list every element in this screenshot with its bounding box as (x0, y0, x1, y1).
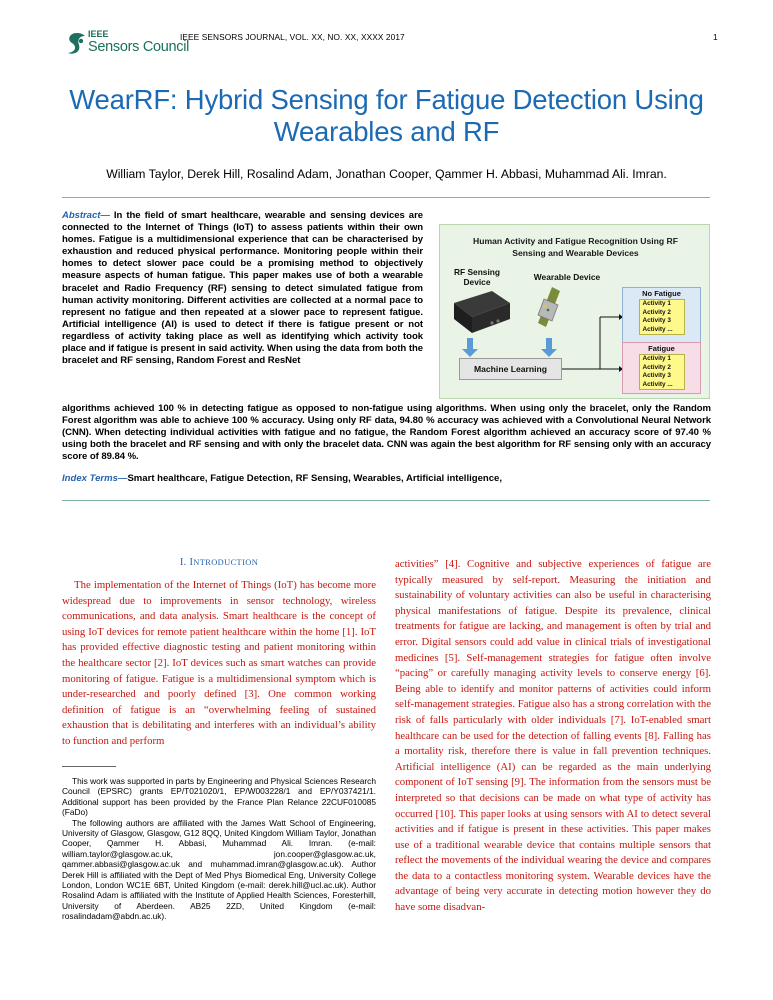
index-terms-label: Index Terms (62, 473, 118, 484)
list-item: Activity 3 (642, 317, 671, 325)
list-item: Activity 2 (642, 363, 671, 371)
journal-running-head: IEEE SENSORS JOURNAL, VOL. XX, NO. XX, XXXX 2017 (180, 32, 405, 42)
footnote-funding: This work was supported in parts by Engineering and Physical Sciences Research Council (EPSRC) grants EP/T021020/1, EP/W003228/1 and EP/Y037421/1. Additional support has been provided by the France Plan Relance 22CUF010085 (FaDo) (62, 776, 376, 818)
rf-sensing-label: RF Sensing Device (453, 267, 501, 287)
no-fatigue-class-box (622, 287, 701, 347)
arrows-to-machine-learning (462, 338, 557, 357)
intro-left-column: The implementation of the Internet of Things (IoT) has become more widespread due to improvements in sensor technology, wireless communications, and data analysis. Smart healthcare is the concept of using IoT devices for remote patient healthcare within the home [1]. IoT has provided effective diagnostic testing and patient monitoring within the healthcare sector [2]. IoT devices such as smart watches can provide monitoring of fatigue. Fatigue is a multidimensional symptom which is under-researched and poorly defined [3]. One common working definition of fatigue is an “overwhelming feeling of sustained exhaustion that is debilitating and interferes with an individual’s ability to function and perform (62, 579, 376, 747)
fatigue-class-box (622, 342, 701, 394)
footnote-rule (62, 766, 116, 767)
wearable-bracelet-icon (538, 287, 560, 327)
footnote-affiliations: The following authors are affiliated with the James Watt School of Engineering, University of Glasgow, Glasgow, G12 8QQ, United Kingdom William Taylor, Jonathan Cooper, Qammer H. Abbasi, Muhammad Ali. Imran. (e-mail: william.taylor@glasgow.ac.uk, jon.cooper@glasgow.ac.uk, qammer.abbasi@glasgow.ac.uk and muhammad.imran@glasgow.ac.uk). Author Derek Hill is affiliated with the Dept of Med Phys Biomedical Eng, University College London, London WC1E 6BT, United Kingdom (e-mail: derek.hill@ucl.ac.uk). Author Rosalind Adam is affiliated with the Institute of Applied Health Sciences, Foresterhill, University of Aberdeen. AB25 2ZD, United Kingdom (e-mail: rosalindadam@abdn.ac.uk). (62, 817, 376, 922)
graphical-abstract-figure (439, 224, 710, 399)
list-item: Activity 1 (642, 300, 671, 307)
figure-title: Human Activity and Fatigue Recognition Using RF Sensing and Wearable Devices (473, 236, 678, 258)
page-number: 1 (713, 32, 718, 42)
list-item: Activity 3 (642, 372, 671, 380)
wearable-device-label: Wearable Device (533, 272, 601, 282)
section-heading-introduction: I. INTRODUCTION (179, 557, 259, 568)
intro-right-column: activities” [4]. Cognitive and subjective experiences of fatigue are typically measured by self-report. Measuring the initiation and sustainability of voluntary activities can also be useful in characterising physical manifestations of fatigue. Despite its prevalence, clinical treatments for fatigue are lacking, and management is often by trial and error. Digital sensors could add value in clinical trials of investigational medicines [5]. Self-management strategies for fatigue often involve “pacing” or carefully managing activity levels to conserve energy [6]. Being able to identify and monitor patterns of activities could inform self-management strategies. Fatigue also has a strong correlation with the risk of falls particularly with older individuals [7]. IoT-enabled smart healthcare can be used for the detection of falling events [8]. Falling has a mortality risk, therefore there is value in fall prevention techniques. Artificial intelligence (AI) can be regarded as the main underlying component of IoT sensing [9]. The information from the sensors must be interpreted so that decisions can be made on what type of activity has occurred [10]. This paper looks at using sensors with AI to detect several activities and if fatigue is present in these activities. This paper makes use of a traditional wearable device that contains multiple sensors that reflect the movements of the individual wearing the device and compares the data to a contactless monitoring system. Wearable devices have the advantage of being very accurate in detecting motion however they do have some disadvan- (395, 558, 711, 914)
index-terms-text: Smart healthcare, Fatigue Detection, RF Sensing, Wearables, Artificial intelligence, (127, 473, 502, 484)
list-item: Activity 2 (642, 308, 671, 316)
fatigue-activity-list (639, 354, 685, 390)
fatigue-heading: Fatigue (648, 344, 675, 353)
index-terms: Index Terms—Smart healthcare, Fatigue Detection, RF Sensing, Wearables, Artificial intelligence, (62, 473, 502, 484)
classification-arrows (562, 317, 619, 369)
sensors-council-swirl-icon (64, 30, 86, 56)
abstract-text-upper: Abstract— In the field of smart healthcare, wearable and sensing devices are connected to the Internet of Things (IoT) to assess patients within their own homes. Fatigue is a multidimensional experience that can be characterised by exhaustion and reduced physical performance. Monitoring people within their homes to detect slower pace could be a promising method to objectively measure aspects of human fatigue. This paper makes use of both a wearable bracelet and Radio Frequency (RF) sensing to detect simulated fatigue from human activity monitoring. Different activities are collected at a normal pace to represent no fatigue and then repeated at a slower pace to represent fatigue. Artificial intelligence (AI) is used to detect if there is fatigue present or not regardless of activity taking place as well as identifying which activity took place and if fatigue is present in said activity. When using the data from both the bracelet and RF sensing, Random Forest and ResNet (62, 210, 423, 367)
abstract-body-upper: In the field of smart healthcare, wearable and sensing devices are connected to the Internet of Things (IoT) to assess patients within their own homes. Fatigue is a multidimensional experience that can be characterised by exhaustion and reduced physical performance. Monitoring people within their homes to detect slower pace could be a promising method to objectively measure aspects of human fatigue. This paper makes use of both a wearable bracelet and Radio Frequency (RF) sensing to detect simulated fatigue from human activity monitoring. Different activities are collected at a normal pace to represent no fatigue and then repeated at a slower pace to represent fatigue. Artificial intelligence (AI) is used to detect if there is fatigue present or not regardless of activity taking place as well as identifying which activity took place and if fatigue is present in said activity. When using the data from both the bracelet and RF sensing, Random Forest and ResNet (62, 210, 423, 367)
ieee-sensors-council-logo (64, 28, 190, 58)
no-fatigue-heading: No Fatigue (642, 289, 681, 298)
list-item: Activity 1 (642, 355, 671, 362)
abstract-body-lower: algorithms achieved 100 % in detecting fatigue as opposed to non-fatigue using algorithms. When using only the bracelet, only the Random Forest algorithm was able to achieve 100 % accuracy. Using only RF data, 94.80 % accuracy was achieved with a Convolutional Neural Network (CNN). When detecting individual activities with fatigue and no fatigue, the Random Forest algorithm achieved an accuracy score of 97.40 % using both the bracelet and RF sensing and with only the bracelet data. CNN was again the best algorithm for RF sensing only with an accuracy score of 89.84 %. (62, 403, 711, 463)
abstract-top-rule (62, 197, 710, 198)
logo-ieee-text: IEEE (88, 29, 109, 39)
rf-sensing-device-icon (454, 291, 510, 333)
list-item: Activity ... (642, 325, 673, 333)
no-fatigue-activity-list (639, 299, 685, 335)
author-list: William Taylor, Derek Hill, Rosalind Adam, Jonathan Cooper, Qammer H. Abbasi, Muhammad Ali. Imran. (106, 167, 667, 181)
machine-learning-box: Machine Learning (459, 358, 562, 380)
paper-title: WearRF: Hybrid Sensing for Fatigue Detection Using Wearables and RF (69, 84, 704, 147)
list-item: Activity ... (642, 380, 673, 388)
abstract-bottom-rule (62, 500, 710, 501)
logo-sensors-council-text: Sensors Council (88, 39, 190, 55)
abstract-label: Abstract (62, 210, 101, 221)
footnote (62, 776, 376, 922)
